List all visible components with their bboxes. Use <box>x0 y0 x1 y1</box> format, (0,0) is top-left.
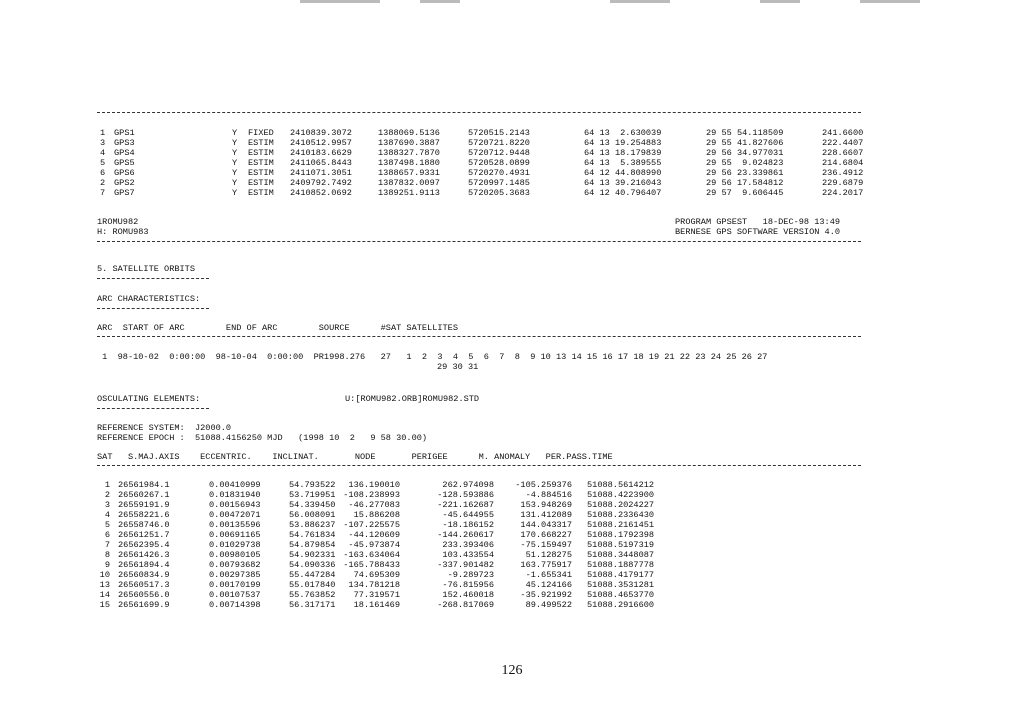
orbit-i: 54.090336 <box>289 560 336 570</box>
orbit-e: 0.00410999 <box>209 480 261 490</box>
station-z: 5720205.3683 <box>468 188 530 198</box>
separator <box>97 241 861 242</box>
station-name: GPS5 <box>114 158 135 168</box>
orbit-i: 54.879854 <box>289 540 336 550</box>
station-type: ESTIM <box>248 178 274 188</box>
station-name: GPS1 <box>114 128 135 138</box>
orbit-tp: 51088.3448087 <box>587 550 655 560</box>
arc-heading: ARC CHARACTERISTICS: <box>97 294 201 304</box>
station-type: ESTIM <box>248 158 274 168</box>
station-lon: 29 57 9.606445 <box>706 188 784 198</box>
orbit-e: 0.00691165 <box>209 530 261 540</box>
orbit-perigee: 103.433554 <box>442 550 494 560</box>
orbit-perigee: -221.162687 <box>437 500 494 510</box>
station-name: GPS3 <box>114 138 135 148</box>
orbit-tp: 51088.2024227 <box>587 500 655 510</box>
orbit-i: 54.793522 <box>289 480 336 490</box>
station-lat: 64 13 39.216043 <box>584 178 662 188</box>
station-lon: 29 55 41.827606 <box>706 138 784 148</box>
section-underline <box>97 278 209 279</box>
station-num: 5 <box>100 158 106 168</box>
orbit-e: 0.00714398 <box>209 600 261 610</box>
station-lat: 64 13 19.254883 <box>584 138 662 148</box>
station-num: 2 <box>100 178 106 188</box>
orbit-i: 55.017840 <box>289 580 336 590</box>
orbit-node: -107.225575 <box>343 520 400 530</box>
orbit-anom: -75.159497 <box>520 540 572 550</box>
orbit-file-name: U:[ROMU982.ORB]ROMU982.STD <box>345 394 480 404</box>
orbit-a: 26558221.6 <box>118 510 170 520</box>
orbit-sat: 9 <box>104 560 110 570</box>
station-h: 214.6804 <box>822 158 864 168</box>
orbit-e: 0.00107537 <box>209 590 261 600</box>
station-flag: Y <box>232 128 238 138</box>
orbit-anom: 170.668227 <box>520 530 572 540</box>
orbit-e: 0.00472071 <box>209 510 261 520</box>
orbit-e: 0.01029738 <box>209 540 261 550</box>
header-program: PROGRAM GPSEST 18-DEC-98 13:49 <box>675 217 841 227</box>
station-type: ESTIM <box>248 168 274 178</box>
orbit-i: 56.317171 <box>289 600 336 610</box>
orbit-anom: 131.412089 <box>520 510 572 520</box>
section-title: 5. SATELLITE ORBITS <box>97 264 195 274</box>
orbit-column-headers: SAT S.MAJ.AXIS ECCENTRIC. INCLINAT. NODE PERIGEE M. ANOMALY PER.PASS.TIME <box>97 452 613 462</box>
arc-heading-underline <box>97 308 209 309</box>
orbit-perigee: -128.593886 <box>437 490 494 500</box>
orbit-tp: 51088.5614212 <box>587 480 655 490</box>
arc-row-continuation: 29 30 31 <box>437 362 479 372</box>
orbit-node: 134.781218 <box>348 580 400 590</box>
orbit-anom: -1.655341 <box>525 570 572 580</box>
orbit-i: 54.902331 <box>289 550 336 560</box>
orbit-anom: 51.128275 <box>525 550 572 560</box>
station-h: 224.2017 <box>822 188 864 198</box>
station-num: 7 <box>100 188 106 198</box>
station-num: 6 <box>100 168 106 178</box>
reference-system: REFERENCE SYSTEM: J2000.0 <box>97 423 232 433</box>
station-z: 5720712.9448 <box>468 148 530 158</box>
orbit-anom: -4.884516 <box>525 490 572 500</box>
orbit-tp: 51088.5197319 <box>587 540 655 550</box>
orbit-sat: 8 <box>104 550 110 560</box>
header-job-id: 1ROMU982 <box>97 217 139 227</box>
orbit-node: -163.634064 <box>343 550 400 560</box>
orbit-tp: 51088.1887778 <box>587 560 655 570</box>
orbit-perigee: 262.974098 <box>442 480 494 490</box>
station-type: ESTIM <box>248 148 274 158</box>
orbit-perigee: -144.260617 <box>437 530 494 540</box>
station-y: 1387832.0097 <box>378 178 440 188</box>
orbit-sat: 3 <box>104 500 110 510</box>
station-x: 2410183.6629 <box>290 148 352 158</box>
station-flag: Y <box>232 158 238 168</box>
orbit-a: 26559191.9 <box>118 500 170 510</box>
station-x: 2410512.9957 <box>290 138 352 148</box>
station-z: 5720515.2143 <box>468 128 530 138</box>
orbit-a: 26558746.0 <box>118 520 170 530</box>
orbit-tp: 51088.1792398 <box>587 530 655 540</box>
orbit-anom: 89.499522 <box>525 600 572 610</box>
page-number: 126 <box>501 663 523 678</box>
orbit-sat: 13 <box>99 580 110 590</box>
orbit-perigee: -76.815956 <box>442 580 494 590</box>
station-h: 241.6600 <box>822 128 864 138</box>
header-session: H: ROMU983 <box>97 227 149 237</box>
orbit-e: 0.00297385 <box>209 570 261 580</box>
orbit-a: 26560267.1 <box>118 490 170 500</box>
orbit-a: 26560556.0 <box>118 590 170 600</box>
orbit-tp: 51088.2336430 <box>587 510 655 520</box>
station-h: 229.6879 <box>822 178 864 188</box>
station-y: 1388069.5136 <box>378 128 440 138</box>
orbit-a: 26561984.1 <box>118 480 170 490</box>
orbit-node: 136.190010 <box>348 480 400 490</box>
station-name: GPS2 <box>114 178 135 188</box>
separator <box>97 112 861 113</box>
station-lat: 64 13 18.179839 <box>584 148 662 158</box>
station-lon: 29 56 34.977031 <box>706 148 784 158</box>
orbit-a: 26561699.9 <box>118 600 170 610</box>
orbit-tp: 51088.4223900 <box>587 490 655 500</box>
station-lon: 29 56 23.339861 <box>706 168 784 178</box>
station-h: 228.6607 <box>822 148 864 158</box>
station-z: 5720528.0899 <box>468 158 530 168</box>
orbit-tp: 51088.4179177 <box>587 570 655 580</box>
orbit-tp: 51088.4653770 <box>587 590 655 600</box>
station-flag: Y <box>232 168 238 178</box>
orbit-a: 26560834.9 <box>118 570 170 580</box>
arc-row: 1 98-10-02 0:00:00 98-10-04 0:00:00 PR1998.276 27 1 2 3 4 5 6 7 8 9 10 13 14 15 16 17 18 19 21 22 23 24 25 26 27 <box>97 352 768 362</box>
header-software-version: BERNESE GPS SOFTWARE VERSION 4.0 <box>675 227 841 237</box>
orbit-sat: 5 <box>104 520 110 530</box>
station-x: 2409792.7492 <box>290 178 352 188</box>
orbit-i: 54.761834 <box>289 530 336 540</box>
station-type: ESTIM <box>248 138 274 148</box>
orbit-node: -108.238993 <box>343 490 400 500</box>
orbit-e: 0.00980105 <box>209 550 261 560</box>
orbit-perigee: 152.460018 <box>442 590 494 600</box>
orbit-perigee: -268.817069 <box>437 600 494 610</box>
orbit-perigee: -9.289723 <box>447 570 494 580</box>
orbit-anom: 153.948269 <box>520 500 572 510</box>
orbit-i: 54.339450 <box>289 500 336 510</box>
orbit-i: 55.447284 <box>289 570 336 580</box>
orbit-node: 18.161469 <box>353 600 400 610</box>
orbit-sat: 14 <box>99 590 110 600</box>
orbit-perigee: -337.901482 <box>437 560 494 570</box>
station-name: GPS4 <box>114 148 135 158</box>
orbit-i: 56.008091 <box>289 510 336 520</box>
orbit-anom: 163.775917 <box>520 560 572 570</box>
station-x: 2410839.3072 <box>290 128 352 138</box>
station-z: 5720270.4931 <box>468 168 530 178</box>
station-x: 2410852.0692 <box>290 188 352 198</box>
orbit-anom: -105.259376 <box>515 480 572 490</box>
orbit-a: 26561894.4 <box>118 560 170 570</box>
orbit-i: 53.886237 <box>289 520 336 530</box>
station-name: GPS6 <box>114 168 135 178</box>
orbit-tp: 51088.3531281 <box>587 580 655 590</box>
orbit-sat: 10 <box>99 570 110 580</box>
osculating-underline <box>97 408 209 409</box>
reference-epoch: REFERENCE EPOCH : 51088.4156250 MJD (1998 10 2 9 58 30.00) <box>97 433 428 443</box>
station-lat: 64 13 5.389555 <box>584 158 662 168</box>
orbit-sat: 6 <box>104 530 110 540</box>
station-lat: 64 12 44.808990 <box>584 168 662 178</box>
orbit-perigee: 233.393406 <box>442 540 494 550</box>
station-lon: 29 55 54.118509 <box>706 128 784 138</box>
separator <box>97 465 861 466</box>
orbit-i: 55.763852 <box>289 590 336 600</box>
station-flag: Y <box>232 178 238 188</box>
arc-column-headers: ARC START OF ARC END OF ARC SOURCE #SAT SATELLITES <box>97 323 458 333</box>
station-h: 222.4407 <box>822 138 864 148</box>
station-y: 1389251.9113 <box>378 188 440 198</box>
orbit-e: 0.00170199 <box>209 580 261 590</box>
station-y: 1388657.9331 <box>378 168 440 178</box>
station-x: 2411071.3051 <box>290 168 352 178</box>
station-type: ESTIM <box>248 188 274 198</box>
station-name: GPS7 <box>114 188 135 198</box>
station-x: 2411065.8443 <box>290 158 352 168</box>
orbit-perigee: -45.644955 <box>442 510 494 520</box>
orbit-anom: 144.043317 <box>520 520 572 530</box>
station-flag: Y <box>232 138 238 148</box>
orbit-sat: 7 <box>104 540 110 550</box>
station-lat: 64 12 40.796407 <box>584 188 662 198</box>
orbit-e: 0.01831940 <box>209 490 261 500</box>
station-z: 5720721.8220 <box>468 138 530 148</box>
orbit-e: 0.00793682 <box>209 560 261 570</box>
orbit-a: 26560517.3 <box>118 580 170 590</box>
orbit-e: 0.00156943 <box>209 500 261 510</box>
station-lon: 29 56 17.584812 <box>706 178 784 188</box>
station-h: 236.4912 <box>822 168 864 178</box>
station-flag: Y <box>232 148 238 158</box>
orbit-e: 0.00135596 <box>209 520 261 530</box>
orbit-node: 15.886208 <box>353 510 400 520</box>
station-flag: Y <box>232 188 238 198</box>
station-y: 1387690.3887 <box>378 138 440 148</box>
orbit-anom: 45.124166 <box>525 580 572 590</box>
orbit-node: 74.695309 <box>353 570 400 580</box>
orbit-sat: 4 <box>104 510 110 520</box>
station-y: 1388327.7870 <box>378 148 440 158</box>
orbit-node: -45.973874 <box>348 540 400 550</box>
orbit-node: -165.788433 <box>343 560 400 570</box>
station-z: 5720997.1485 <box>468 178 530 188</box>
orbit-node: 77.319571 <box>353 590 400 600</box>
orbit-node: -46.277083 <box>348 500 400 510</box>
orbit-tp: 51088.2916600 <box>587 600 655 610</box>
orbit-tp: 51088.2161451 <box>587 520 655 530</box>
station-type: FIXED <box>248 128 274 138</box>
orbit-sat: 1 <box>104 480 110 490</box>
station-num: 4 <box>100 148 106 158</box>
orbit-a: 26561426.3 <box>118 550 170 560</box>
orbit-node: -44.120609 <box>348 530 400 540</box>
orbit-anom: -35.921992 <box>520 590 572 600</box>
station-y: 1387498.1880 <box>378 158 440 168</box>
scan-edge-marks <box>0 0 1024 4</box>
orbit-sat: 15 <box>99 600 110 610</box>
osculating-heading: OSCULATING ELEMENTS: <box>97 394 201 404</box>
orbit-sat: 2 <box>104 490 110 500</box>
station-num: 1 <box>100 128 106 138</box>
station-lat: 64 13 2.630039 <box>584 128 662 138</box>
orbit-a: 26562395.4 <box>118 540 170 550</box>
station-lon: 29 55 9.024823 <box>706 158 784 168</box>
orbit-i: 53.719951 <box>289 490 336 500</box>
separator <box>97 336 861 337</box>
orbit-a: 26561251.7 <box>118 530 170 540</box>
orbit-perigee: -18.186152 <box>442 520 494 530</box>
station-num: 3 <box>100 138 106 148</box>
